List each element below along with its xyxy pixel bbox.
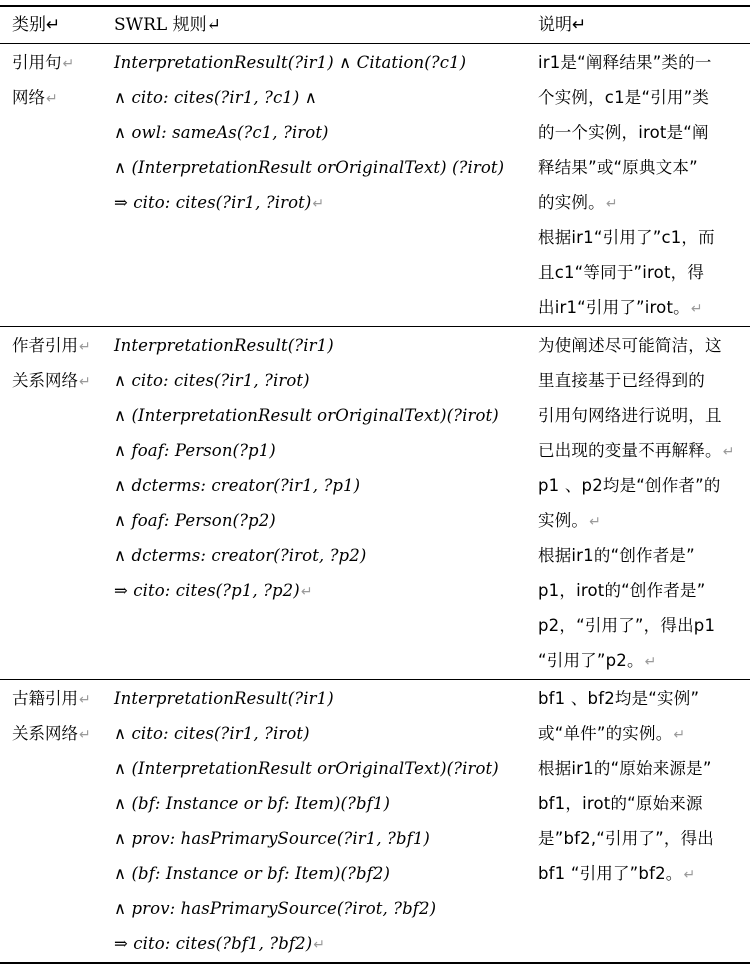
row-separator: [0, 679, 750, 680]
header-description: 说明↵: [538, 15, 587, 35]
description-line: 根据ir1的“创作者是”: [538, 546, 695, 565]
rule-line-text: ⇒ cito: cites(?ir1, ?irot)↵: [114, 193, 325, 212]
description-line: p1 、p2均是“创作者”的: [538, 476, 721, 495]
rule-line-text: ∧ (InterpretationResult orOriginalText)(?irot): [114, 759, 499, 778]
rule-line-text: ∧ owl: sameAs(?c1, ?irot): [114, 123, 329, 142]
description-line: 里直接基于已经得到的: [538, 371, 705, 390]
header-rule: SWRL 规则↵: [114, 15, 221, 35]
description-line: 是”bf2,“引用了”，得出: [538, 829, 714, 848]
rule-line-text: ∧ prov: hasPrimarySource(?ir1, ?bf1): [114, 829, 430, 848]
header-category: 类别↵: [12, 15, 61, 35]
description-line: 根据ir1“引用了”c1，而: [538, 228, 715, 247]
row-separator: [0, 326, 750, 327]
category-line: 关系网络↵: [12, 371, 91, 390]
rule-line-text: ∧ (bf: Instance or bf: Item)(?bf1): [114, 794, 391, 813]
rule-line-text: ∧ dcterms: creator(?irot, ?p2): [114, 546, 367, 565]
category-line: 古籍引用↵: [12, 689, 91, 708]
rule-line-text: ∧ prov: hasPrimarySource(?irot, ?bf2): [114, 899, 437, 918]
description-line: 且c1“等同于”irot，得: [538, 263, 705, 282]
description-line: 的实例。↵: [538, 193, 618, 212]
description-line: p1，irot的“创作者是”: [538, 581, 706, 600]
description-line: 的一个实例，irot是“阐: [538, 123, 709, 142]
category-line: 关系网络↵: [12, 724, 91, 743]
description-line: “引用了”p2。↵: [538, 651, 657, 670]
rule-line-text: ∧ dcterms: creator(?ir1, ?p1): [114, 476, 361, 495]
table-top-rule: [0, 5, 750, 7]
rule-line-text: ∧ (InterpretationResult orOriginalText) (?irot): [114, 158, 505, 177]
description-line: 为使阐述尽可能简洁，这: [538, 336, 722, 355]
rule-line-text: InterpretationResult(?ir1) ∧ Citation(?c1): [114, 53, 467, 72]
description-line: p2，“引用了”，得出p1: [538, 616, 716, 635]
description-line: 出ir1“引用了”irot。↵: [538, 298, 703, 317]
category-line: 引用句↵: [12, 53, 75, 72]
header-bottom-rule: [0, 43, 750, 44]
rule-line-text: ⇒ cito: cites(?p1, ?p2)↵: [114, 581, 313, 600]
rule-line-text: ∧ (bf: Instance or bf: Item)(?bf2): [114, 864, 391, 883]
description-line: 引用句网络进行说明，且: [538, 406, 722, 425]
rule-line-text: InterpretationResult(?ir1): [114, 336, 334, 355]
description-line: 根据ir1的“原始来源是”: [538, 759, 712, 778]
rule-line-text: ∧ cito: cites(?ir1, ?irot): [114, 724, 310, 743]
rule-line-text: InterpretationResult(?ir1): [114, 689, 334, 708]
description-line: bf1，irot的“原始来源: [538, 794, 703, 813]
description-line: ir1是“阐释结果”类的一: [538, 53, 712, 72]
rule-line-text: ⇒ cito: cites(?bf1, ?bf2)↵: [114, 934, 326, 953]
rule-line-text: ∧ (InterpretationResult orOriginalText)(?irot): [114, 406, 499, 425]
description-line: 个实例，c1是“引用”类: [538, 88, 710, 107]
rule-line-text: ∧ cito: cites(?ir1, ?c1) ∧: [114, 88, 317, 107]
table-bottom-rule: [0, 962, 750, 964]
rule-line-text: ∧ foaf: Person(?p1): [114, 441, 276, 460]
description-line: 实例。↵: [538, 511, 602, 530]
description-line: 或“单件”的实例。↵: [538, 724, 686, 743]
description-line: 已出现的变量不再解释。↵: [538, 441, 735, 460]
rule-line-text: ∧ foaf: Person(?p2): [114, 511, 276, 530]
rule-line-text: ∧ cito: cites(?ir1, ?irot): [114, 371, 310, 390]
description-line: bf1 、bf2均是“实例”: [538, 689, 700, 708]
category-line: 网络↵: [12, 88, 58, 107]
category-line: 作者引用↵: [12, 336, 91, 355]
description-line: bf1 “引用了”bf2。↵: [538, 864, 696, 883]
description-line: 释结果”或“原典文本”: [538, 158, 698, 177]
